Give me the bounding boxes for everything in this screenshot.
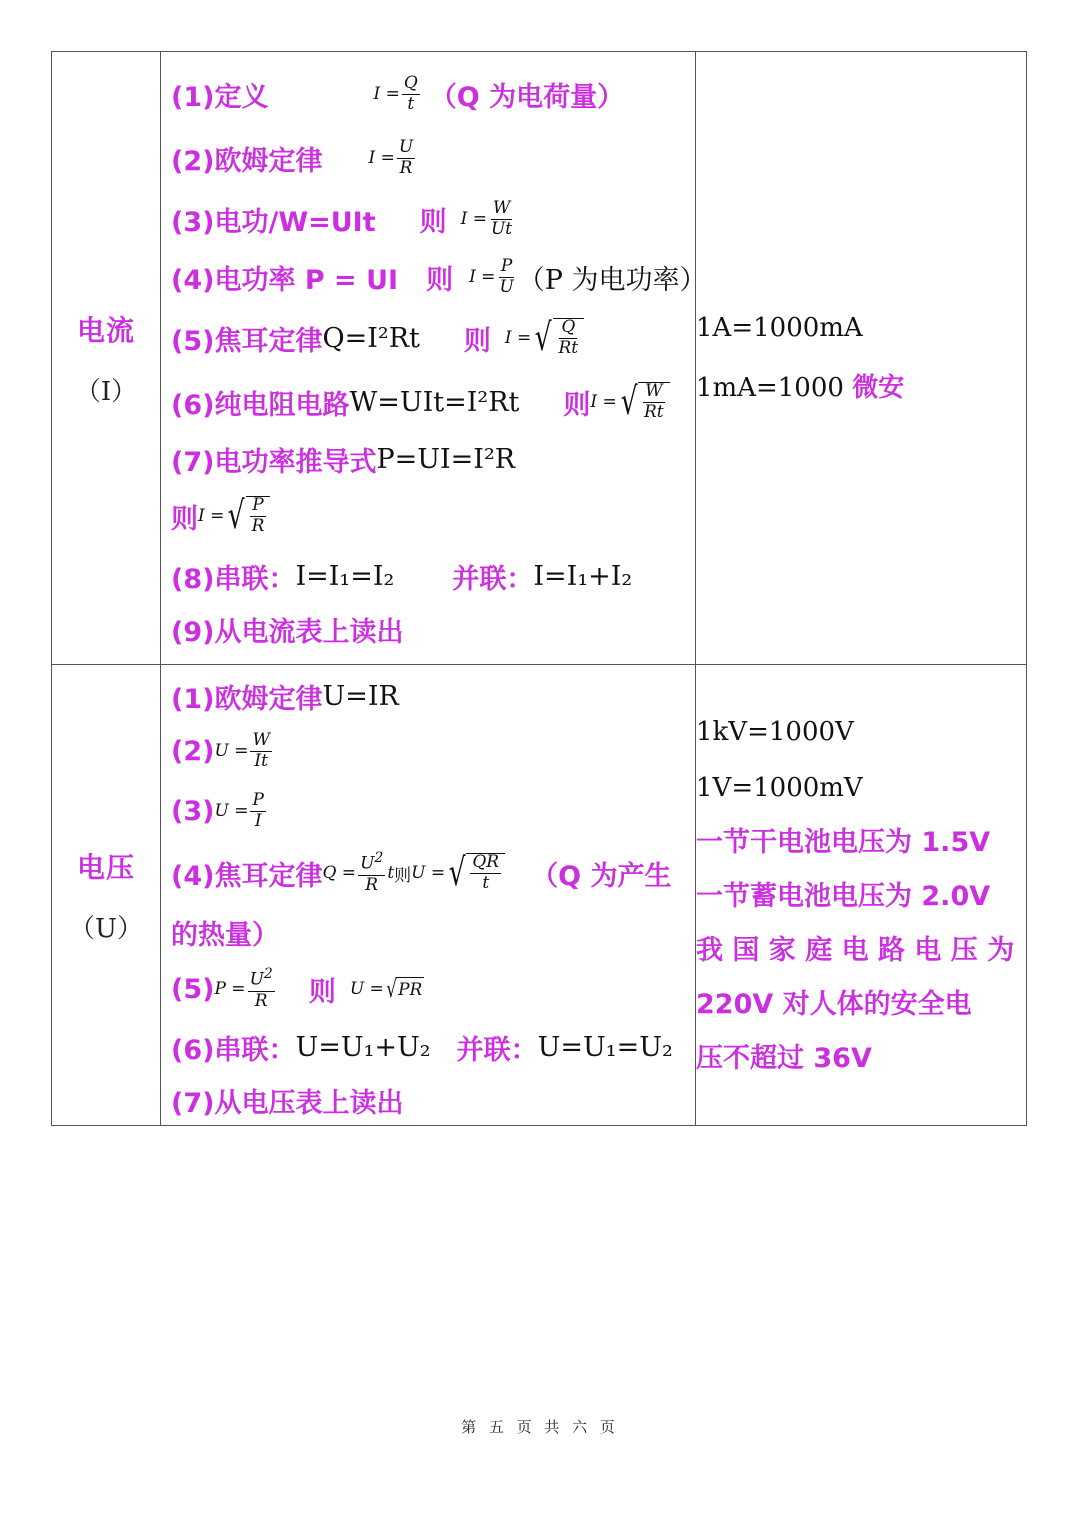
formula-work: I = $\frac{W}{Ut}$ [460,197,513,239]
page-footer: 第 五 页 共 六 页 [461,1418,619,1436]
current-row [52,52,1027,665]
current-formulas-cell [161,52,707,665]
current-item-3: (3)电功/W=UIt 则 I = $\frac{W}{Ut}$ [171,190,695,248]
voltage-item-6: (6)串联： U=U₁+U₂ 并联： U=U₁=U₂ [171,1031,673,1066]
formula-power-derived: I = √ $\frac{P}{R}$ [198,496,270,536]
voltage-units-cell [696,665,1027,1126]
voltage-fact-1: 一节干电池电压为 1.5V [696,827,991,858]
voltage-fact-2: 一节蓄电池电压为 2.0V [696,881,991,912]
formula-definition: I = $\frac{Q}{t}$ [373,72,418,114]
current-units-cell [696,52,1027,665]
formula-pure-resistance: I = √ $\frac{W}{Rt}$ [590,382,669,422]
voltage-item-4b: 的热量） [171,919,279,951]
formula-voltage-power: U = $\frac{P}{I}$ [214,789,264,831]
voltage-item-7: (7)从电压表上读出 [171,1087,404,1119]
formula-power: I = $\frac{P}{U}$ [469,255,514,297]
voltage-unit-1: 1kV=1000V [696,717,854,747]
voltage-unit-2: 1V=1000mV [696,773,863,803]
voltage-item-5: (5) P = $\frac{U^2}{R}$ 则 U = √ PR [171,966,423,1011]
current-symbol: （I） [74,376,138,407]
formula-voltage-p: P = $\frac{U^2}{R}$ [214,966,273,1011]
formula-joule: I = √ $\frac{Q}{Rt}$ [505,318,584,358]
voltage-item-1: (1)欧姆定律 U=IR [171,680,399,715]
voltage-item-4: (4)焦耳定律 Q = $\frac{U^2}{R}$ t 则 U = √ $\frac{QR}{t}$ （Q 为产生 [171,850,672,895]
voltage-fact-4: 220V 对人体的安全电 [696,989,972,1020]
voltage-item-2: (2) U = $\frac{W}{It}$ [171,721,695,781]
current-item-4: (4)电功率 P = UI 则 I = $\frac{P}{U}$ （P 为电功率） [171,255,707,297]
current-item-6: (6)纯电阻电路 W=UIt=I²Rt 则 I = √ $\frac{W}{Rt}$ [171,370,695,434]
current-item-7: (7)电功率推导式 P=UI=I²R [171,443,516,478]
current-name: 电流 [76,313,135,347]
voltage-name: 电压 [76,850,135,884]
formula-ohm: I = $\frac{U}{R}$ [368,136,414,178]
formula-voltage-joule: Q = $\frac{U^2}{R}$ t 则 U = √ $\frac{QR}{t}$ [322,851,505,894]
current-item-5: (5)焦耳定律 Q=I²Rt 则 I = √ $\frac{Q}{Rt}$ [171,306,695,370]
current-item-8: (8)串联： I=I₁=I₂ 并联： I=I₁+I₂ [171,560,633,595]
current-item-7b: 则 I = √ $\frac{P}{R}$ [171,484,695,548]
formula-voltage-work: U = $\frac{W}{It}$ [214,729,270,771]
current-unit-2: 1mA=1000 微安 [696,372,905,403]
current-item-9: (9)从电流表上读出 [171,616,404,648]
current-item-2: (2)欧姆定律 I = $\frac{U}{R}$ [171,126,695,190]
current-quantity-cell [52,52,161,665]
current-item-1: (1)定义 I = $\frac{Q}{t}$ （Q 为电荷量） [171,72,625,114]
voltage-quantity-cell [52,665,161,1126]
current-unit-1: 1A=1000mA [696,312,863,343]
voltage-item-3: (3) U = $\frac{P}{I}$ [171,781,695,841]
voltage-fact-3: 我 国 家 庭 电 路 电 压 为 [696,935,1015,966]
voltage-row [52,665,1027,1126]
physics-table [51,51,1027,1126]
voltage-symbol: （U） [69,913,143,944]
voltage-fact-5: 压不超过 36V [696,1043,872,1074]
voltage-formulas-cell [161,665,696,1126]
formula-voltage-sqrt: U = √ PR [349,975,423,1003]
